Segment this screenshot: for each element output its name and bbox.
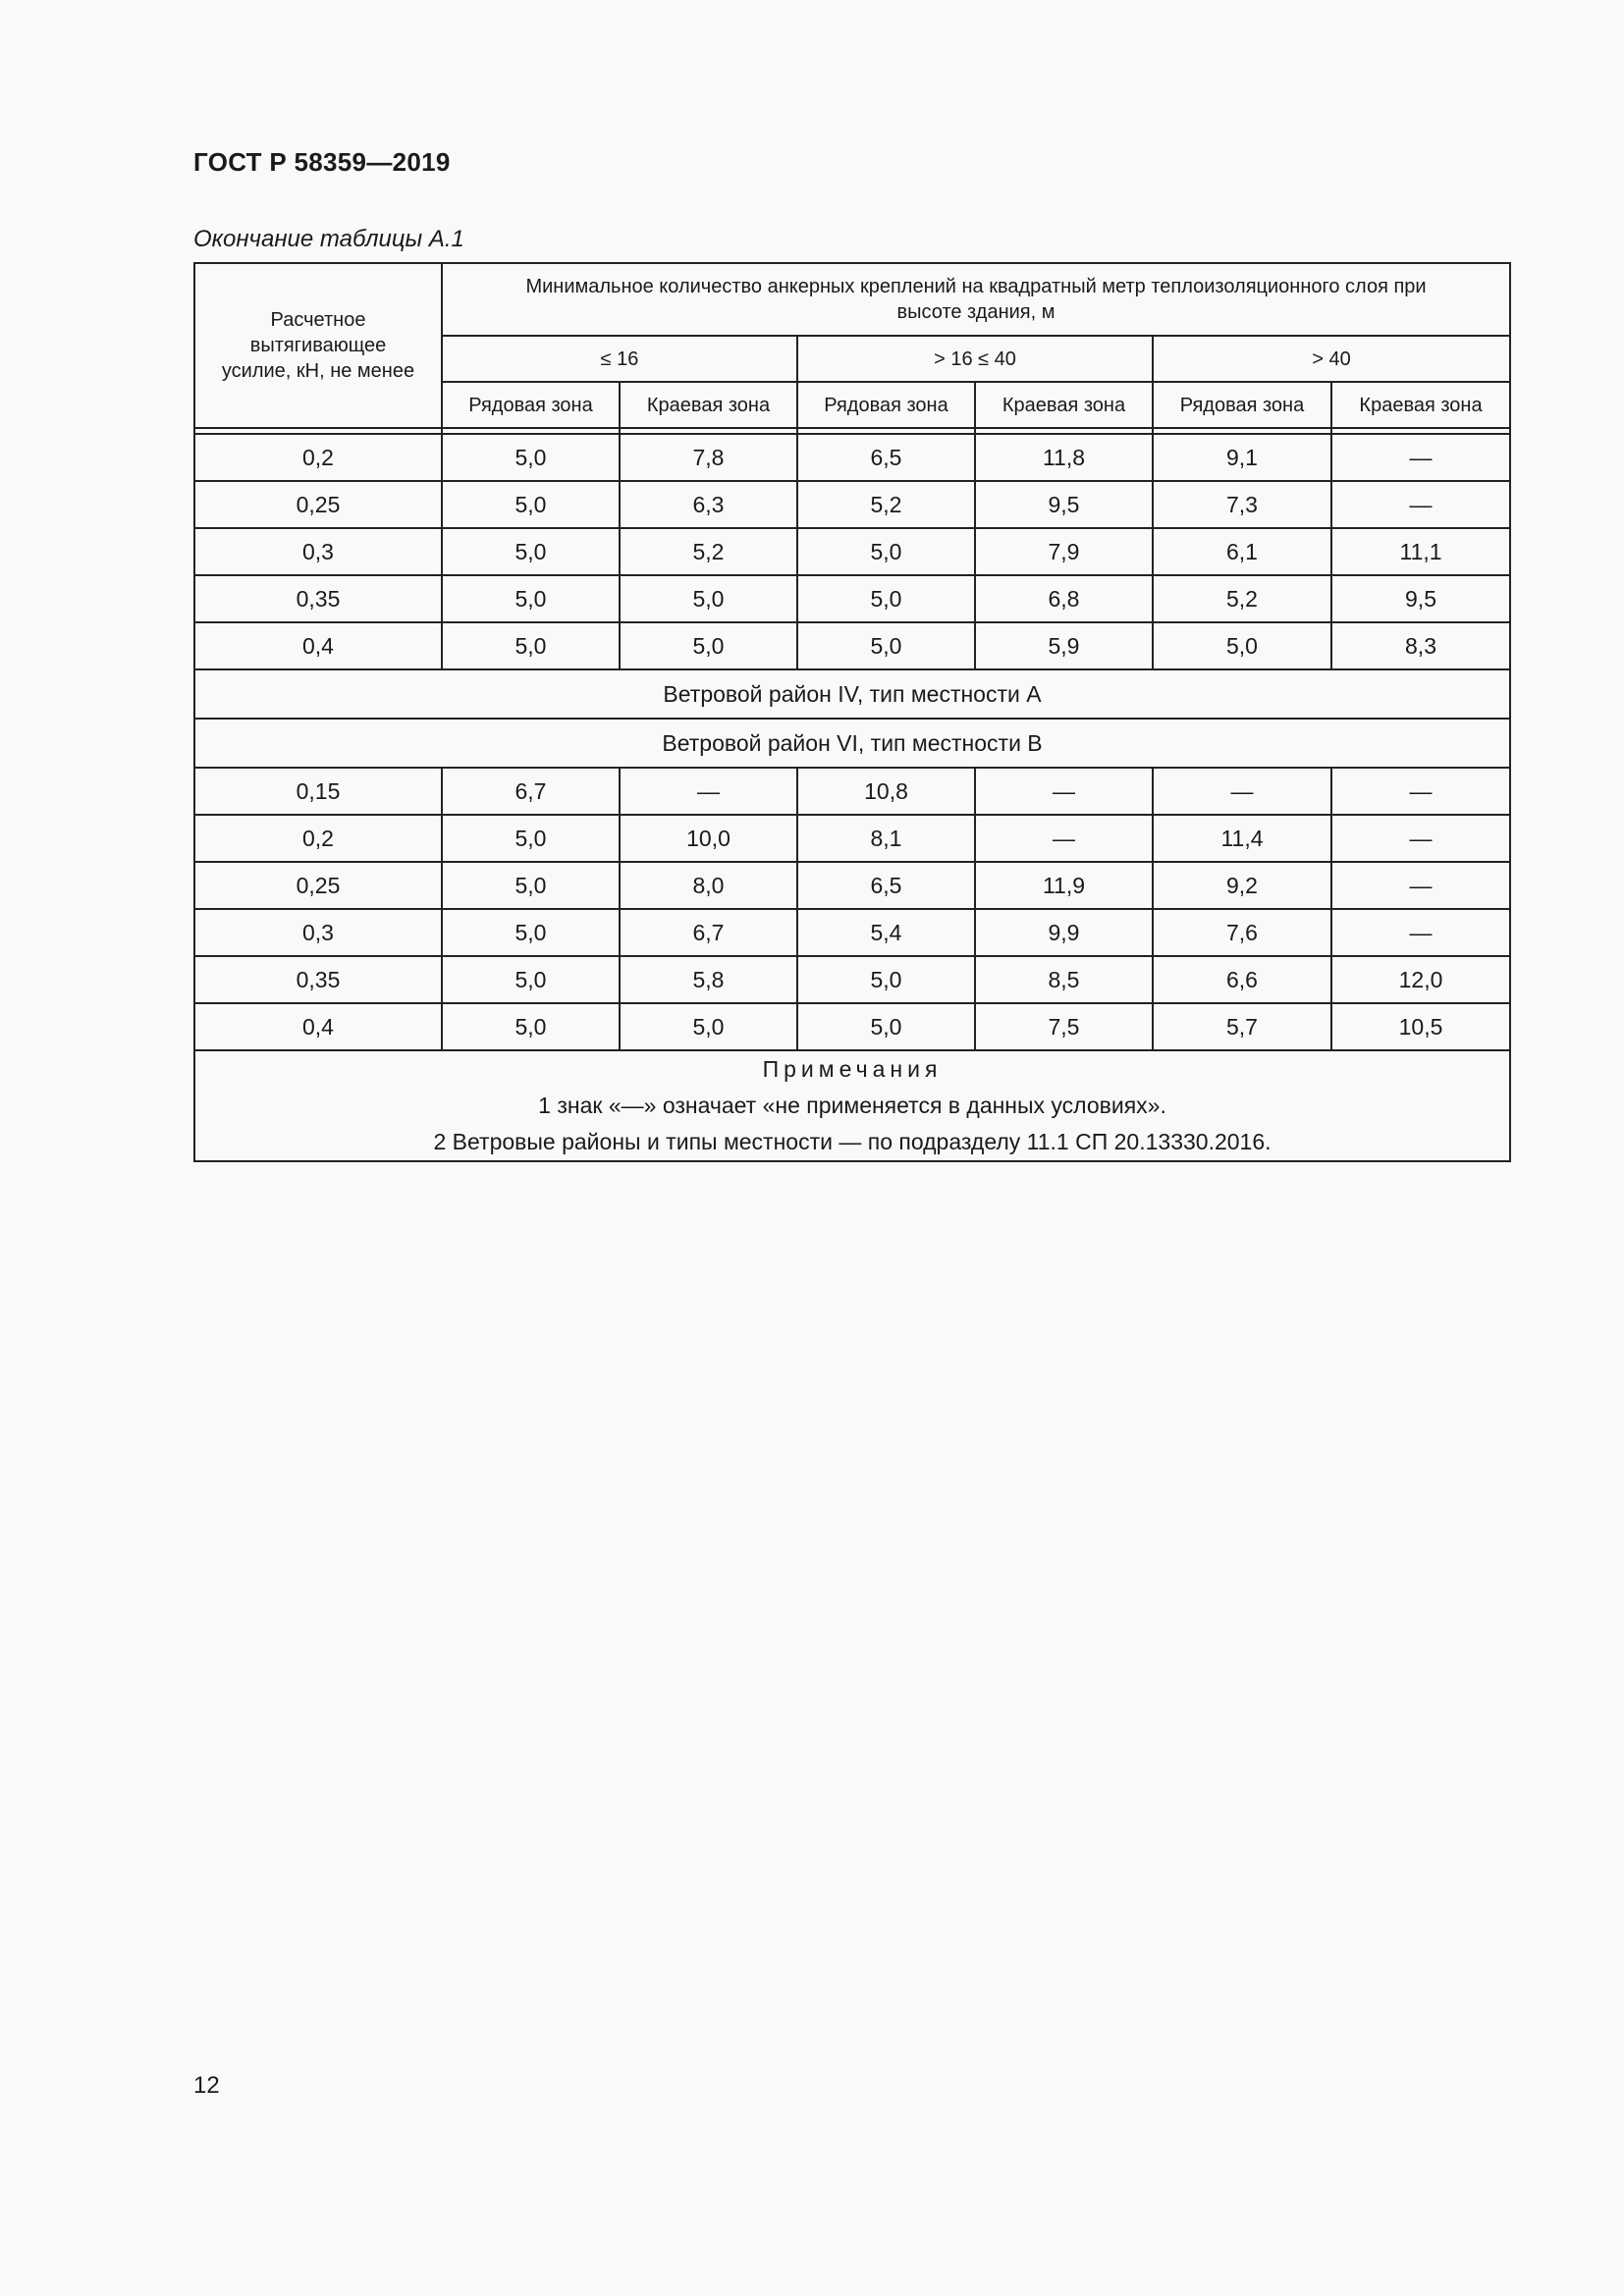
anchor-count-cell: 5,0 [797,575,975,622]
anchor-count-cell: 5,0 [797,1003,975,1050]
table-notes [194,1050,1510,1161]
anchor-count-cell: — [1331,909,1510,956]
anchor-count-cell: 5,0 [620,575,797,622]
table-row [194,481,1510,528]
anchor-table [193,262,1511,1162]
anchor-count-cell: — [975,768,1153,815]
anchor-count-cell: 7,5 [975,1003,1153,1050]
anchor-count-group-header: Минимальное количество анкерных креплений на квадратный метр теплоизоляционного слоя при высоте здания, м [442,263,1510,336]
force-value-cell: 0,35 [194,575,442,622]
anchor-count-cell: 5,2 [620,528,797,575]
table-row [194,909,1510,956]
anchor-count-cell: 9,5 [975,481,1153,528]
anchor-count-cell: 5,0 [442,622,620,669]
anchor-count-cell: 7,9 [975,528,1153,575]
height-header-1: ≤ 16 [442,336,797,382]
table-row [194,862,1510,909]
table-header [194,263,1510,434]
anchor-count-cell: 9,9 [975,909,1153,956]
force-value-cell: 0,2 [194,434,442,481]
anchor-count-cell: 8,5 [975,956,1153,1003]
force-value-cell: 0,3 [194,528,442,575]
table-row [194,1003,1510,1050]
anchor-count-cell: 6,6 [1153,956,1331,1003]
anchor-count-cell: 5,0 [442,909,620,956]
anchor-count-cell: 8,1 [797,815,975,862]
anchor-count-cell: 5,0 [797,528,975,575]
force-value-cell: 0,15 [194,768,442,815]
anchor-count-cell: 5,9 [975,622,1153,669]
anchor-count-cell: — [975,815,1153,862]
force-value-cell: 0,35 [194,956,442,1003]
anchor-count-cell: 6,5 [797,862,975,909]
anchor-count-cell: 5,7 [1153,1003,1331,1050]
anchor-count-cell: 5,0 [797,622,975,669]
anchor-count-cell: 7,6 [1153,909,1331,956]
zone-header: Рядовая зона [1153,382,1331,428]
anchor-count-cell: 5,0 [797,956,975,1003]
section-heading [194,669,1510,768]
table-body-a [194,434,1510,669]
anchor-count-cell: 5,0 [442,481,620,528]
anchor-count-cell: 11,1 [1331,528,1510,575]
anchor-count-cell: — [1331,481,1510,528]
anchor-count-cell: 9,2 [1153,862,1331,909]
force-value-cell: 0,25 [194,481,442,528]
anchor-count-cell: 6,3 [620,481,797,528]
anchor-count-cell: 5,0 [620,622,797,669]
anchor-count-cell: 5,0 [442,1003,620,1050]
anchor-count-cell: — [1331,434,1510,481]
anchor-count-cell: 10,5 [1331,1003,1510,1050]
anchor-count-cell: 5,0 [442,815,620,862]
table-row [194,768,1510,815]
force-value-cell: 0,2 [194,815,442,862]
anchor-count-cell: 7,8 [620,434,797,481]
zone-header: Рядовая зона [442,382,620,428]
anchor-count-cell: 5,0 [442,862,620,909]
anchor-count-cell: — [1331,768,1510,815]
zone-header: Краевая зона [975,382,1153,428]
anchor-count-cell: 6,1 [1153,528,1331,575]
anchor-count-cell: 9,5 [1331,575,1510,622]
table-row [194,434,1510,481]
anchor-count-cell: 5,8 [620,956,797,1003]
anchor-count-cell: 5,0 [442,956,620,1003]
anchor-count-cell: 10,0 [620,815,797,862]
anchor-count-cell: 6,7 [620,909,797,956]
zone-header: Краевая зона [620,382,797,428]
section-line: Ветровой район IV, тип местности А [194,669,1510,719]
table-row [194,815,1510,862]
page-number: 12 [193,2072,220,2099]
force-value-cell: 0,25 [194,862,442,909]
anchor-count-cell: 7,3 [1153,481,1331,528]
zone-header: Рядовая зона [797,382,975,428]
section-line: Ветровой район VI, тип местности В [194,719,1510,768]
table-row [194,528,1510,575]
anchor-count-cell: 5,2 [797,481,975,528]
anchor-count-cell: 11,4 [1153,815,1331,862]
note-item: 2 Ветровые районы и типы местности — по подразделу 11.1 СП 20.13330.2016. [433,1129,1272,1154]
table-row [194,622,1510,669]
anchor-count-cell: — [620,768,797,815]
anchor-count-cell: 5,4 [797,909,975,956]
anchor-count-cell: 5,0 [442,528,620,575]
anchor-count-cell: 12,0 [1331,956,1510,1003]
anchor-count-cell: — [1331,815,1510,862]
notes-title: Примечания [762,1056,943,1082]
table-body-b [194,768,1510,1050]
anchor-count-cell: 5,2 [1153,575,1331,622]
anchor-count-cell: 5,0 [442,575,620,622]
height-header-2: > 16 ≤ 40 [797,336,1153,382]
anchor-count-cell: — [1331,862,1510,909]
anchor-count-cell: 6,8 [975,575,1153,622]
anchor-count-cell: 8,0 [620,862,797,909]
anchor-count-cell: 5,0 [1153,622,1331,669]
anchor-count-cell: 10,8 [797,768,975,815]
zone-header: Краевая зона [1331,382,1510,428]
force-value-cell: 0,3 [194,909,442,956]
table-caption: Окончание таблицы А.1 [193,226,464,252]
note-item: 1 знак «—» означает «не применяется в данных условиях». [538,1093,1166,1118]
anchor-count-cell: 6,7 [442,768,620,815]
force-value-cell: 0,4 [194,1003,442,1050]
anchor-count-cell: 6,5 [797,434,975,481]
document-code: ГОСТ Р 58359—2019 [193,147,451,177]
anchor-count-cell: 9,1 [1153,434,1331,481]
anchor-count-cell: 5,0 [620,1003,797,1050]
table-row [194,956,1510,1003]
notes-cell [194,1050,1510,1161]
height-header-3: > 40 [1153,336,1510,382]
anchor-count-cell: 8,3 [1331,622,1510,669]
force-value-cell: 0,4 [194,622,442,669]
anchor-count-cell: — [1153,768,1331,815]
anchor-count-cell: 5,0 [442,434,620,481]
anchor-count-cell: 11,8 [975,434,1153,481]
anchor-count-cell: 11,9 [975,862,1153,909]
force-column-header: Расчетное вытягивающее усилие, кН, не менее [194,263,442,428]
table-row [194,575,1510,622]
